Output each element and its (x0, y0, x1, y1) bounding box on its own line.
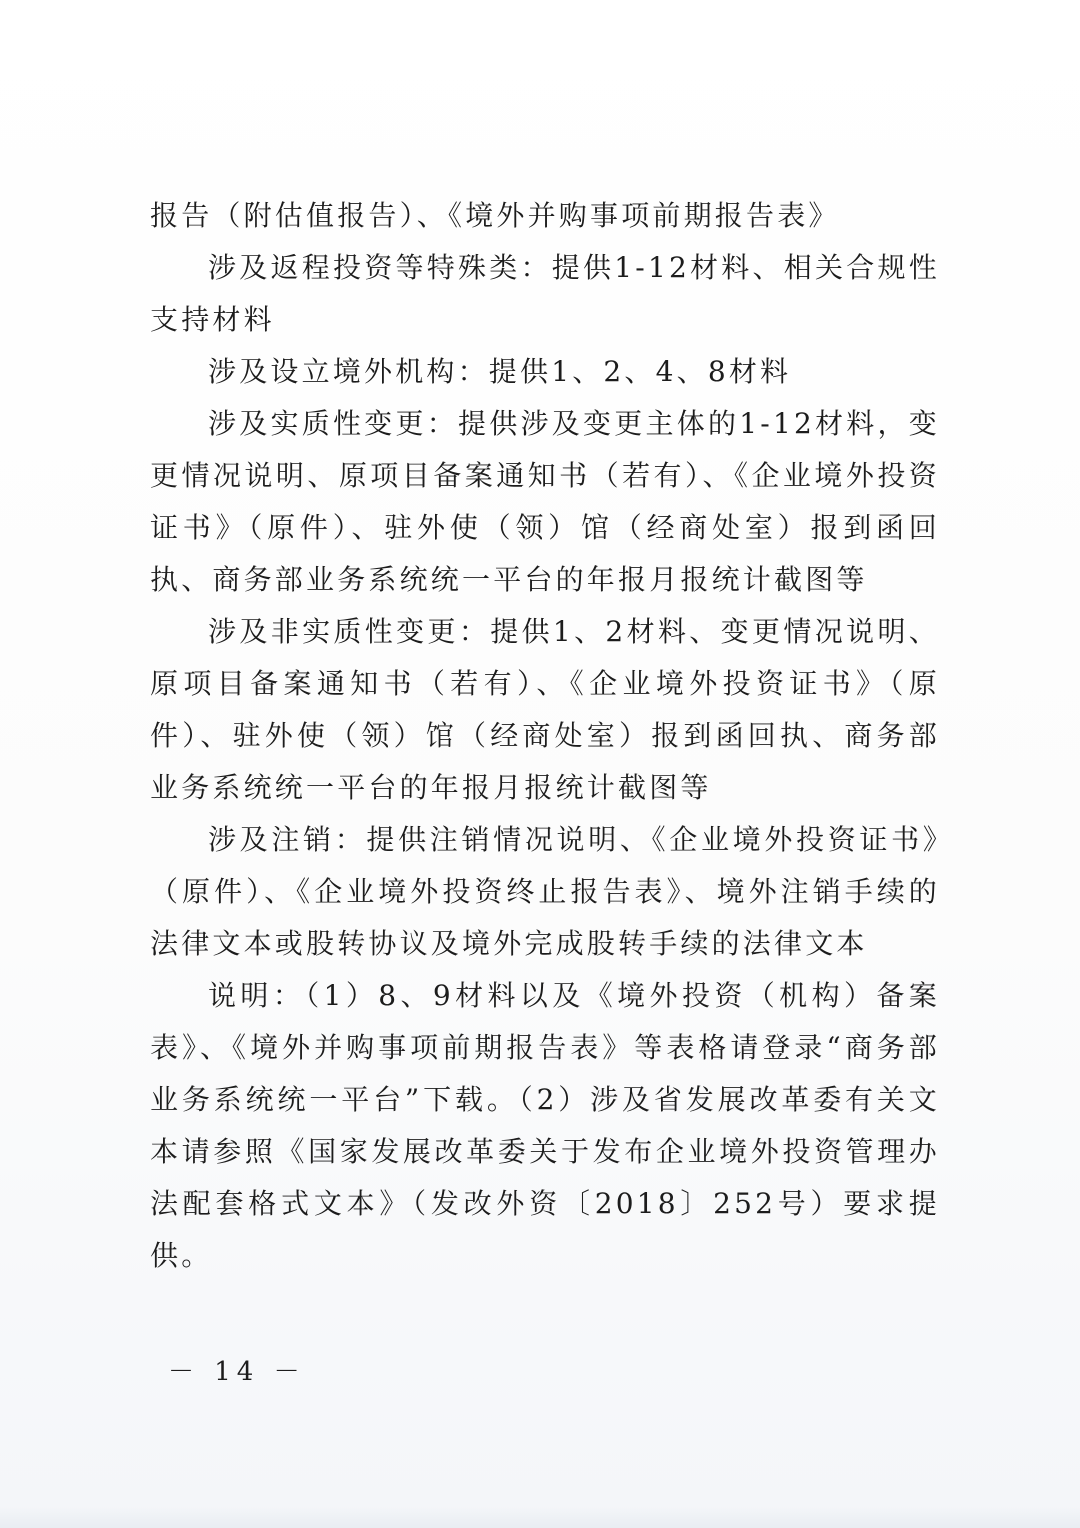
paragraph-non-substantive-change: 涉及非实质性变更：提供1、2材料、变更情况说明、原项目备案通知书（若有）、《企业境外投资证书》（原件）、驻外使（领）馆（经商处室）报到函回执、商务部业务系统统一平台的年报月报统计截图等 (150, 615, 940, 804)
body-text (150, 190, 940, 1282)
page-number: － 14 － (168, 1357, 306, 1387)
paragraph-round-trip-investment: 涉及返程投资等特殊类：提供1-12材料、相关合规性支持材料 (150, 251, 940, 336)
paragraph-cancellation: 涉及注销：提供注销情况说明、《企业境外投资证书》（原件）、《企业境外投资终止报告表》、境外注销手续的法律文本或股转协议及境外完成股转手续的法律文本 (150, 823, 940, 960)
paragraph-continuation: 报告（附估值报告）、《境外并购事项前期报告表》 (150, 199, 840, 232)
paragraph-notes: 说明：（1）8、9材料以及《境外投资（机构）备案表》、《境外并购事项前期报告表》等表格请登录“商务部业务系统统一平台”下载。（2）涉及省发展改革委有关文本请参照《国家发展改革委关于发布企业境外投资管理办法配套格式文本》（发改外资〔2018〕252号）要求提供。 (150, 979, 940, 1272)
paragraph-substantive-change: 涉及实质性变更：提供涉及变更主体的1-12材料，变更情况说明、原项目备案通知书（若有）、《企业境外投资证书》（原件）、驻外使（领）馆（经商处室）报到函回执、商务部业务系统统一平台的年报月报统计截图等 (150, 407, 940, 596)
paragraph-establish-overseas-institution: 涉及设立境外机构：提供1、2、4、8材料 (208, 355, 792, 388)
scan-edge-shadow (0, 1506, 1080, 1528)
